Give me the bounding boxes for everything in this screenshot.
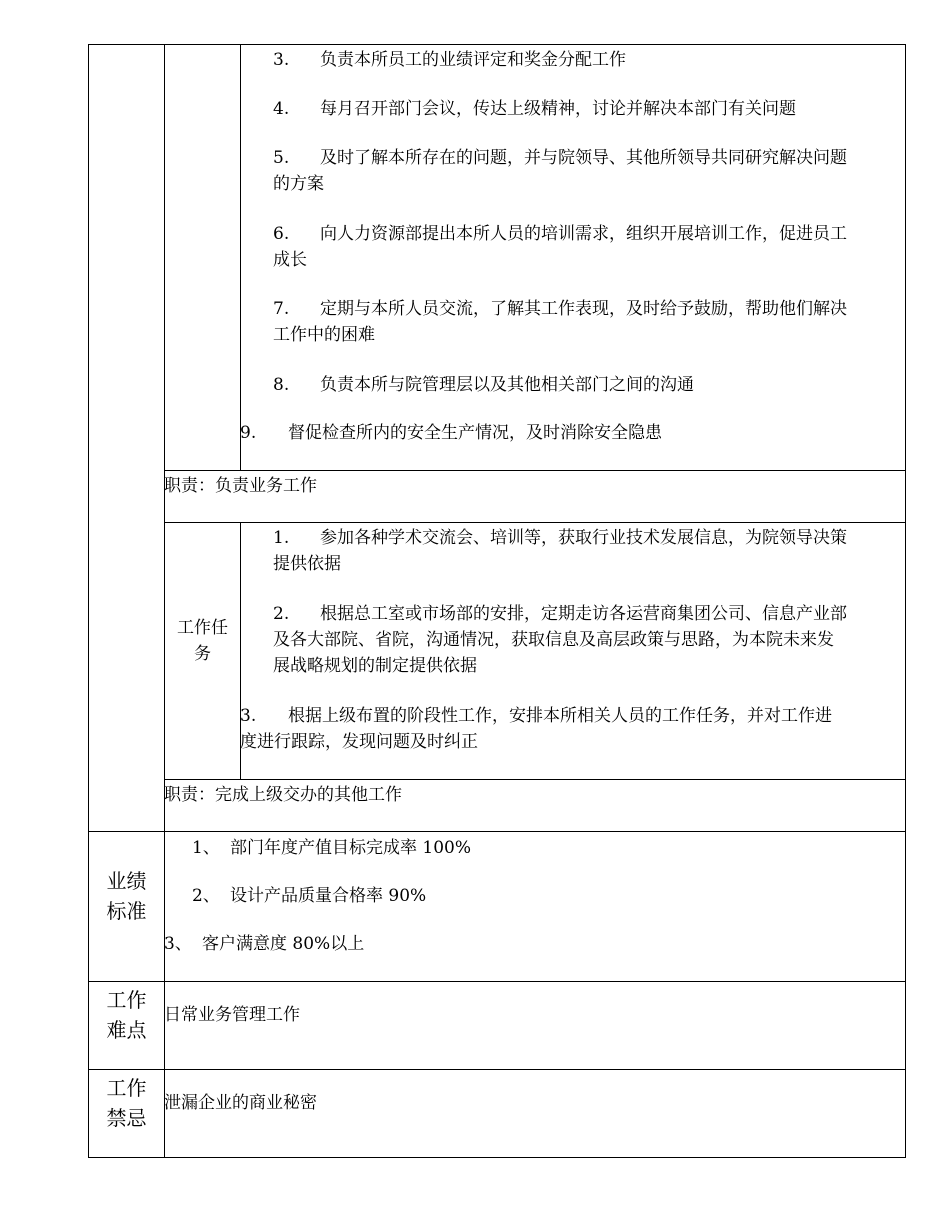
task-item-continuation: 提供依据 bbox=[273, 554, 341, 574]
work-task-label: 工作任 务 bbox=[177, 618, 228, 664]
task-item-continuation: 及各大部院、省院，沟通情况，获取信息及高层政策与思路，为本院未来发 bbox=[273, 630, 834, 650]
duty-item: 9. 督促检查所内的安全生产情况，及时消除安全隐患 bbox=[240, 423, 662, 443]
performance-item: 3、 客户满意度 80%以上 bbox=[164, 934, 365, 954]
duty-item: 3. 负责本所员工的业绩评定和奖金分配工作 bbox=[273, 50, 626, 70]
responsibility-other: 职责：完成上级交办的其他工作 bbox=[164, 785, 402, 805]
difficulty-label: 工作 难点 bbox=[106, 988, 147, 1042]
duty-item: 5. 及时了解本所存在的问题，并与院领导、其他所领导共同研究解决问题 bbox=[273, 148, 847, 168]
taboo-label: 工作 禁忌 bbox=[106, 1076, 147, 1130]
row-divider-3 bbox=[164, 779, 906, 780]
duty-item: 8. 负责本所与院管理层以及其他相关部门之间的沟通 bbox=[273, 375, 694, 395]
row-divider-taboo bbox=[88, 1069, 906, 1070]
duty-item-continuation: 的方案 bbox=[273, 174, 324, 194]
duty-item: 4. 每月召开部门会议，传达上级精神，讨论并解决本部门有关问题 bbox=[273, 99, 796, 119]
row-divider-2 bbox=[164, 522, 906, 523]
performance-item: 2、 设计产品质量合格率 90% bbox=[192, 886, 427, 906]
duty-item: 6. 向人力资源部提出本所人员的培训需求，组织开展培训工作，促进员工 bbox=[273, 224, 847, 244]
performance-item: 1、 部门年度产值目标完成率 100% bbox=[192, 838, 472, 858]
column-divider-main bbox=[164, 44, 165, 1158]
duty-item-continuation: 成长 bbox=[273, 250, 307, 270]
column-divider-duties-1 bbox=[240, 44, 241, 470]
row-divider-1 bbox=[164, 470, 906, 471]
row-divider-performance bbox=[88, 831, 906, 832]
responsibility-business: 职责：负责业务工作 bbox=[164, 476, 317, 496]
duty-item: 7. 定期与本所人员交流，了解其工作表现，及时给予鼓励，帮助他们解决 bbox=[273, 299, 847, 319]
task-item: 1. 参加各种学术交流会、培训等，获取行业技术发展信息，为院领导决策 bbox=[273, 528, 847, 548]
table-bottom-border bbox=[88, 1157, 906, 1158]
duty-item-continuation: 工作中的困难 bbox=[273, 325, 375, 345]
difficulty-text: 日常业务管理工作 bbox=[164, 1005, 300, 1025]
table-right-border bbox=[905, 44, 906, 1158]
taboo-text: 泄漏企业的商业秘密 bbox=[164, 1093, 317, 1113]
performance-label: 业绩 标准 bbox=[106, 869, 147, 923]
row-divider-difficulty bbox=[88, 981, 906, 982]
table-top-border bbox=[88, 44, 906, 45]
task-item-continuation: 展战略规划的制定提供依据 bbox=[273, 656, 477, 676]
task-item: 3. 根据上级布置的阶段性工作，安排本所相关人员的工作任务，并对工作进 bbox=[240, 706, 832, 726]
task-item: 2. 根据总工室或市场部的安排，定期走访各运营商集团公司、信息产业部 bbox=[273, 604, 847, 624]
task-item-continuation: 度进行跟踪，发现问题及时纠正 bbox=[240, 732, 478, 752]
